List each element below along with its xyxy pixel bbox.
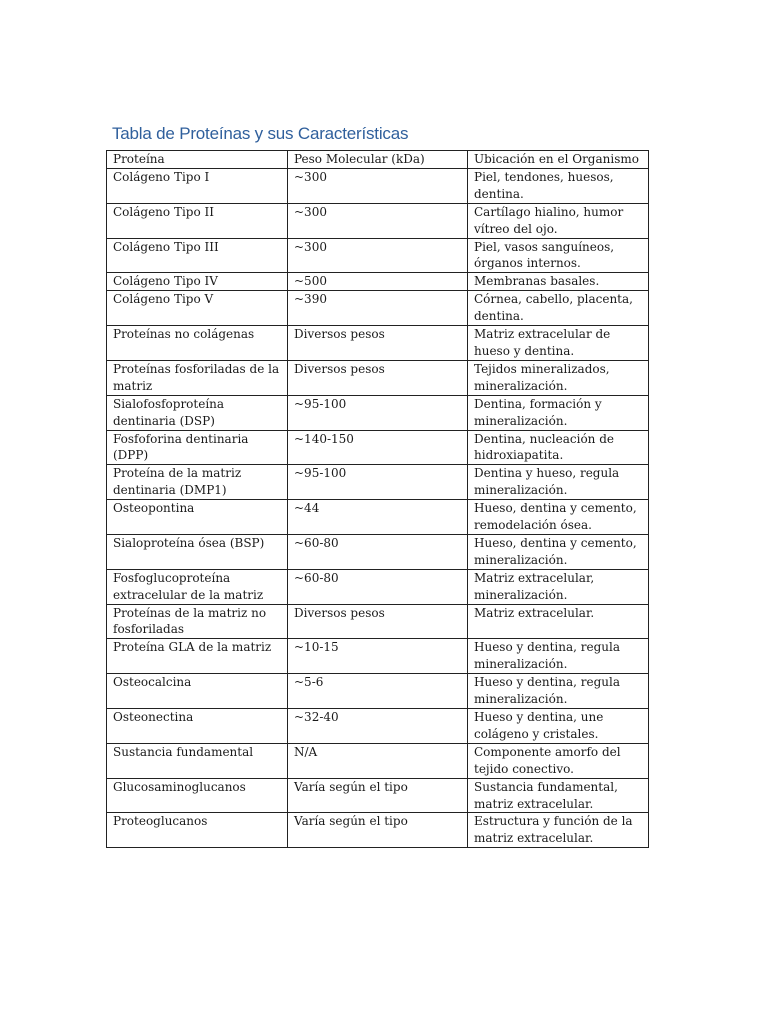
table-row <box>107 326 649 361</box>
table-header-row <box>107 151 649 169</box>
table-row <box>107 709 649 744</box>
table-row <box>107 604 649 639</box>
cell-location: Piel, tendones, huesos, dentina. <box>468 168 649 203</box>
cell-location: Dentina y hueso, regula mineralización. <box>468 465 649 500</box>
table-row <box>107 534 649 569</box>
cell-molecular-weight: Diversos pesos <box>288 326 468 361</box>
cell-molecular-weight: ~60-80 <box>288 569 468 604</box>
header-location: Ubicación en el Organismo <box>468 151 649 169</box>
table-row <box>107 674 649 709</box>
cell-molecular-weight: ~300 <box>288 203 468 238</box>
cell-protein: Sialofosfoproteína dentinaria (DSP) <box>107 395 288 430</box>
cell-location: Piel, vasos sanguíneos, órganos internos. <box>468 238 649 273</box>
cell-location: Hueso, dentina y cemento, remodelación ósea. <box>468 500 649 535</box>
table-row <box>107 203 649 238</box>
cell-protein: Colágeno Tipo II <box>107 203 288 238</box>
cell-protein: Colágeno Tipo III <box>107 238 288 273</box>
cell-molecular-weight: ~95-100 <box>288 465 468 500</box>
table-row <box>107 273 649 291</box>
cell-location: Sustancia fundamental, matriz extracelular. <box>468 778 649 813</box>
cell-molecular-weight: ~60-80 <box>288 534 468 569</box>
cell-molecular-weight: ~5-6 <box>288 674 468 709</box>
cell-location: Hueso y dentina, regula mineralización. <box>468 674 649 709</box>
cell-molecular-weight: ~500 <box>288 273 468 291</box>
cell-molecular-weight: ~390 <box>288 291 468 326</box>
cell-protein: Sialoproteína ósea (BSP) <box>107 534 288 569</box>
cell-protein: Osteocalcina <box>107 674 288 709</box>
document-title: Tabla de Proteínas y sus Características <box>112 124 409 143</box>
table-row <box>107 743 649 778</box>
cell-molecular-weight: Varía según el tipo <box>288 778 468 813</box>
cell-protein: Proteína de la matriz dentinaria (DMP1) <box>107 465 288 500</box>
cell-location: Dentina, formación y mineralización. <box>468 395 649 430</box>
cell-location: Matriz extracelular. <box>468 604 649 639</box>
cell-molecular-weight: Varía según el tipo <box>288 813 468 848</box>
cell-protein: Proteoglucanos <box>107 813 288 848</box>
table-row <box>107 813 649 848</box>
cell-protein: Fosfoglucoproteína extracelular de la matriz <box>107 569 288 604</box>
cell-molecular-weight: ~300 <box>288 168 468 203</box>
cell-molecular-weight: Diversos pesos <box>288 604 468 639</box>
cell-protein: Colágeno Tipo IV <box>107 273 288 291</box>
cell-location: Cartílago hialino, humor vítreo del ojo. <box>468 203 649 238</box>
cell-molecular-weight: ~32-40 <box>288 709 468 744</box>
cell-protein: Proteínas fosforiladas de la matriz <box>107 360 288 395</box>
cell-location: Córnea, cabello, placenta, dentina. <box>468 291 649 326</box>
cell-protein: Proteínas no colágenas <box>107 326 288 361</box>
cell-location: Tejidos mineralizados, mineralización. <box>468 360 649 395</box>
cell-location: Hueso, dentina y cemento, mineralización. <box>468 534 649 569</box>
cell-protein: Colágeno Tipo V <box>107 291 288 326</box>
table-row <box>107 778 649 813</box>
table-row <box>107 360 649 395</box>
cell-location: Dentina, nucleación de hidroxiapatita. <box>468 430 649 465</box>
cell-protein: Osteonectina <box>107 709 288 744</box>
cell-molecular-weight: ~300 <box>288 238 468 273</box>
cell-location: Estructura y función de la matriz extracelular. <box>468 813 649 848</box>
table-row <box>107 569 649 604</box>
cell-location: Hueso y dentina, regula mineralización. <box>468 639 649 674</box>
protein-table <box>106 150 649 848</box>
table-row <box>107 639 649 674</box>
cell-protein: Osteopontina <box>107 500 288 535</box>
table-row <box>107 500 649 535</box>
cell-protein: Colágeno Tipo I <box>107 168 288 203</box>
cell-molecular-weight: Diversos pesos <box>288 360 468 395</box>
table-row <box>107 238 649 273</box>
cell-location: Membranas basales. <box>468 273 649 291</box>
cell-protein: Proteínas de la matriz no fosforiladas <box>107 604 288 639</box>
cell-location: Matriz extracelular de hueso y dentina. <box>468 326 649 361</box>
cell-location: Hueso y dentina, une colágeno y cristales. <box>468 709 649 744</box>
cell-molecular-weight: N/A <box>288 743 468 778</box>
table-row <box>107 291 649 326</box>
cell-molecular-weight: ~140-150 <box>288 430 468 465</box>
cell-location: Matriz extracelular, mineralización. <box>468 569 649 604</box>
cell-molecular-weight: ~44 <box>288 500 468 535</box>
header-molecular-weight: Peso Molecular (kDa) <box>288 151 468 169</box>
cell-protein: Glucosaminoglucanos <box>107 778 288 813</box>
table-row <box>107 430 649 465</box>
cell-molecular-weight: ~10-15 <box>288 639 468 674</box>
cell-molecular-weight: ~95-100 <box>288 395 468 430</box>
table-row <box>107 395 649 430</box>
cell-protein: Proteína GLA de la matriz <box>107 639 288 674</box>
header-protein: Proteína <box>107 151 288 169</box>
cell-protein: Fosfoforina dentinaria (DPP) <box>107 430 288 465</box>
cell-protein: Sustancia fundamental <box>107 743 288 778</box>
table-row <box>107 168 649 203</box>
cell-location: Componente amorfo del tejido conectivo. <box>468 743 649 778</box>
table-row <box>107 465 649 500</box>
